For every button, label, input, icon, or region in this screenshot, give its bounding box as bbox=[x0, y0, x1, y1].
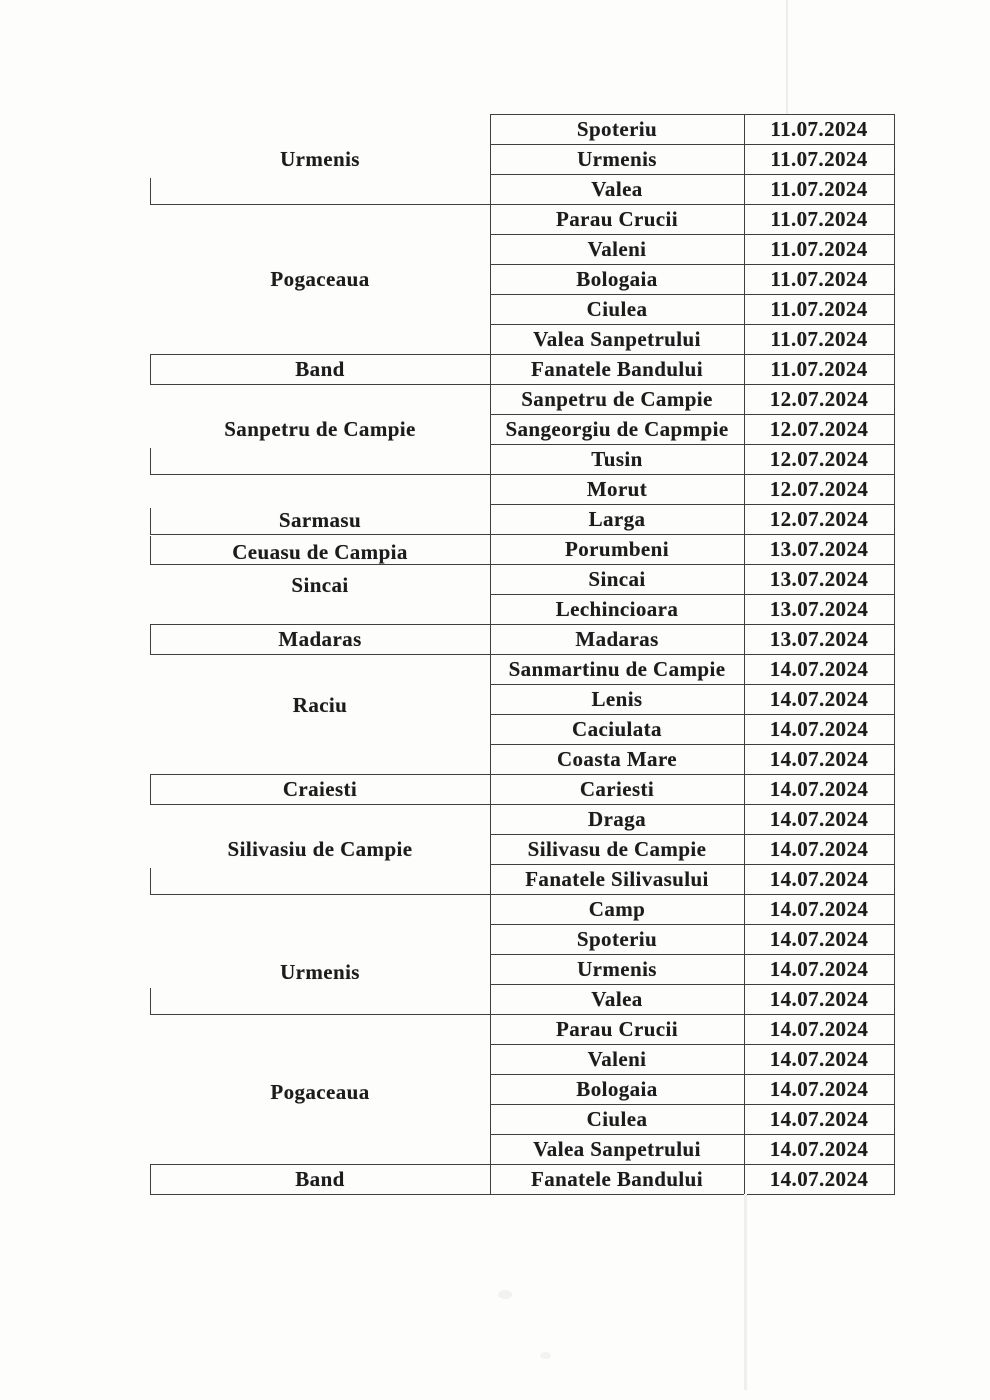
village-cell: Caciulata bbox=[572, 716, 662, 741]
date-cell: 12.07.2024 bbox=[769, 386, 869, 411]
date-cell: 14.07.2024 bbox=[769, 686, 869, 711]
gridline-h bbox=[490, 174, 894, 175]
date-cell: 11.07.2024 bbox=[770, 266, 868, 291]
village-cell: Tusin bbox=[591, 446, 643, 471]
village-cell: Fanatele Silivasului bbox=[525, 866, 709, 891]
date-cell: 14.07.2024 bbox=[769, 1016, 869, 1041]
date-cell: 11.07.2024 bbox=[770, 146, 868, 171]
commune-left-border-fragment bbox=[150, 624, 151, 654]
gridline-h bbox=[150, 894, 491, 895]
commune-cell: Sarmasu bbox=[278, 507, 362, 532]
gridline-h bbox=[490, 414, 894, 415]
commune-cell: Craiesti bbox=[282, 776, 358, 801]
date-cell: 14.07.2024 bbox=[769, 746, 869, 771]
commune-cell: Sanpetru de Campie bbox=[224, 416, 416, 441]
gridline-h bbox=[150, 204, 491, 205]
scan-streak-top bbox=[786, 0, 788, 114]
commune-left-border-fragment bbox=[150, 354, 151, 384]
gridline-h bbox=[150, 624, 491, 625]
village-cell: Porumbeni bbox=[565, 536, 669, 561]
village-cell: Valea Sanpetrului bbox=[533, 326, 701, 351]
village-cell: Parau Crucii bbox=[555, 206, 679, 231]
date-cell: 14.07.2024 bbox=[769, 866, 869, 891]
gridline-h bbox=[150, 1014, 491, 1015]
commune-cell: Ceuasu de Campia bbox=[232, 539, 408, 564]
date-cell: 13.07.2024 bbox=[769, 536, 869, 561]
gridline-h bbox=[490, 564, 894, 565]
gridline-h bbox=[490, 654, 894, 655]
date-cell: 12.07.2024 bbox=[769, 446, 869, 471]
date-cell: 11.07.2024 bbox=[770, 236, 868, 261]
gridline-h bbox=[490, 114, 894, 115]
commune-left-border-fragment bbox=[150, 448, 151, 474]
gridline-h bbox=[490, 1164, 894, 1165]
village-cell: Spoteriu bbox=[576, 926, 658, 951]
gridline-h bbox=[490, 1104, 894, 1105]
date-cell: 14.07.2024 bbox=[769, 656, 869, 681]
commune-cell: Sincai bbox=[291, 572, 349, 597]
gridline-h bbox=[490, 834, 894, 835]
commune-cell: Pogaceaua bbox=[270, 1079, 370, 1104]
gridline-h bbox=[490, 474, 894, 475]
date-cell: 14.07.2024 bbox=[769, 986, 869, 1011]
village-cell: Sanmartinu de Campie bbox=[508, 656, 726, 681]
village-cell: Ciulea bbox=[586, 296, 648, 321]
scan-streak-bottom bbox=[744, 1194, 747, 1390]
date-cell: 14.07.2024 bbox=[769, 716, 869, 741]
date-cell: 14.07.2024 bbox=[769, 1136, 869, 1161]
village-cell: Fanatele Bandului bbox=[531, 1166, 703, 1191]
date-cell: 11.07.2024 bbox=[770, 356, 868, 381]
gridline-h bbox=[490, 684, 894, 685]
gridline-h bbox=[150, 534, 491, 535]
date-cell: 13.07.2024 bbox=[769, 626, 869, 651]
date-cell: 14.07.2024 bbox=[769, 1166, 869, 1191]
date-cell: 14.07.2024 bbox=[769, 1106, 869, 1131]
date-cell: 14.07.2024 bbox=[769, 1046, 869, 1071]
village-cell: Valea Sanpetrului bbox=[533, 1136, 701, 1161]
gridline-h bbox=[150, 774, 491, 775]
commune-left-border-fragment bbox=[150, 178, 151, 204]
village-cell: Draga bbox=[588, 806, 646, 831]
village-cell: Larga bbox=[588, 506, 646, 531]
commune-cell: Pogaceaua bbox=[270, 266, 370, 291]
gridline-h bbox=[150, 384, 491, 385]
gridline-h bbox=[490, 954, 894, 955]
commune-left-border-fragment bbox=[150, 536, 151, 564]
commune-cell: Band bbox=[295, 356, 345, 381]
commune-cell: Madaras bbox=[278, 626, 362, 651]
scan-smudge bbox=[498, 1290, 512, 1299]
gridline-h bbox=[490, 1194, 894, 1195]
gridline-h bbox=[490, 744, 894, 745]
gridline-h bbox=[490, 204, 894, 205]
village-cell: Lenis bbox=[591, 686, 643, 711]
date-cell: 11.07.2024 bbox=[770, 116, 868, 141]
village-cell: Valeni bbox=[587, 1046, 647, 1071]
date-cell: 13.07.2024 bbox=[769, 566, 869, 591]
date-cell: 14.07.2024 bbox=[769, 806, 869, 831]
gridline-h bbox=[490, 864, 894, 865]
gridline-v bbox=[894, 114, 895, 1195]
gridline-h bbox=[490, 924, 894, 925]
gridline-h bbox=[490, 144, 894, 145]
gridline-h bbox=[490, 294, 894, 295]
village-cell: Madaras bbox=[575, 626, 659, 651]
gridline-h bbox=[150, 804, 491, 805]
date-cell: 12.07.2024 bbox=[769, 416, 869, 441]
gridline-h bbox=[490, 594, 894, 595]
commune-cell: Silivasiu de Campie bbox=[227, 836, 413, 861]
gridline-h bbox=[490, 354, 894, 355]
village-cell: Coasta Mare bbox=[556, 746, 678, 771]
village-cell: Urmenis bbox=[577, 146, 657, 171]
village-cell: Cariesti bbox=[579, 776, 655, 801]
gridline-h bbox=[150, 474, 491, 475]
village-cell: Silivasu de Campie bbox=[527, 836, 707, 861]
date-cell: 13.07.2024 bbox=[769, 596, 869, 621]
gridline-h bbox=[490, 624, 894, 625]
date-cell: 11.07.2024 bbox=[770, 296, 868, 321]
village-cell: Lechincioara bbox=[555, 596, 679, 621]
gridline-h bbox=[490, 384, 894, 385]
commune-cell: Band bbox=[295, 1166, 345, 1191]
gridline-h bbox=[150, 1194, 491, 1195]
date-cell: 14.07.2024 bbox=[769, 776, 869, 801]
gridline-h bbox=[490, 1014, 894, 1015]
commune-cell: Raciu bbox=[292, 692, 348, 717]
commune-left-border-fragment bbox=[150, 868, 151, 894]
gridline-h bbox=[490, 264, 894, 265]
village-cell: Sanpetru de Campie bbox=[521, 386, 713, 411]
gridline-h bbox=[490, 894, 894, 895]
gridline-h bbox=[490, 714, 894, 715]
village-cell: Morut bbox=[586, 476, 648, 501]
gridline-h bbox=[490, 984, 894, 985]
gridline-h bbox=[490, 534, 894, 535]
gridline-h bbox=[490, 1134, 894, 1135]
gridline-h bbox=[490, 324, 894, 325]
gridline-h bbox=[490, 774, 894, 775]
village-cell: Parau Crucii bbox=[555, 1016, 679, 1041]
gridline-h bbox=[490, 804, 894, 805]
date-cell: 14.07.2024 bbox=[769, 896, 869, 921]
village-cell: Bologaia bbox=[576, 266, 658, 291]
gridline-h bbox=[490, 504, 894, 505]
village-cell: Sangeorgiu de Capmpie bbox=[505, 416, 729, 441]
gridline-h bbox=[150, 1164, 491, 1165]
gridline-h bbox=[150, 654, 491, 655]
date-cell: 11.07.2024 bbox=[770, 326, 868, 351]
commune-left-border-fragment bbox=[150, 774, 151, 804]
date-cell: 12.07.2024 bbox=[769, 506, 869, 531]
village-cell: Valeni bbox=[587, 236, 647, 261]
village-cell: Fanatele Bandului bbox=[531, 356, 703, 381]
commune-left-border-fragment bbox=[150, 508, 151, 534]
commune-cell: Urmenis bbox=[280, 959, 360, 984]
gridline-h bbox=[490, 444, 894, 445]
village-cell: Ciulea bbox=[586, 1106, 648, 1131]
scan-smudge bbox=[540, 1352, 551, 1359]
village-cell: Camp bbox=[588, 896, 646, 921]
village-cell: Valea bbox=[591, 986, 643, 1011]
village-cell: Valea bbox=[591, 176, 643, 201]
date-cell: 11.07.2024 bbox=[770, 206, 868, 231]
date-cell: 14.07.2024 bbox=[769, 1076, 869, 1101]
date-cell: 14.07.2024 bbox=[769, 836, 869, 861]
village-cell: Bologaia bbox=[576, 1076, 658, 1101]
date-cell: 12.07.2024 bbox=[769, 476, 869, 501]
commune-left-border-fragment bbox=[150, 1164, 151, 1194]
gridline-h bbox=[490, 1074, 894, 1075]
village-cell: Urmenis bbox=[577, 956, 657, 981]
date-cell: 11.07.2024 bbox=[770, 176, 868, 201]
commune-cell: Urmenis bbox=[280, 146, 360, 171]
gridline-h bbox=[150, 564, 491, 565]
gridline-h bbox=[150, 354, 491, 355]
date-cell: 14.07.2024 bbox=[769, 926, 869, 951]
village-cell: Spoteriu bbox=[576, 116, 658, 141]
gridline-h bbox=[490, 234, 894, 235]
gridline-h bbox=[490, 1044, 894, 1045]
commune-left-border-fragment bbox=[150, 988, 151, 1014]
village-cell: Sincai bbox=[588, 566, 646, 591]
date-cell: 14.07.2024 bbox=[769, 956, 869, 981]
